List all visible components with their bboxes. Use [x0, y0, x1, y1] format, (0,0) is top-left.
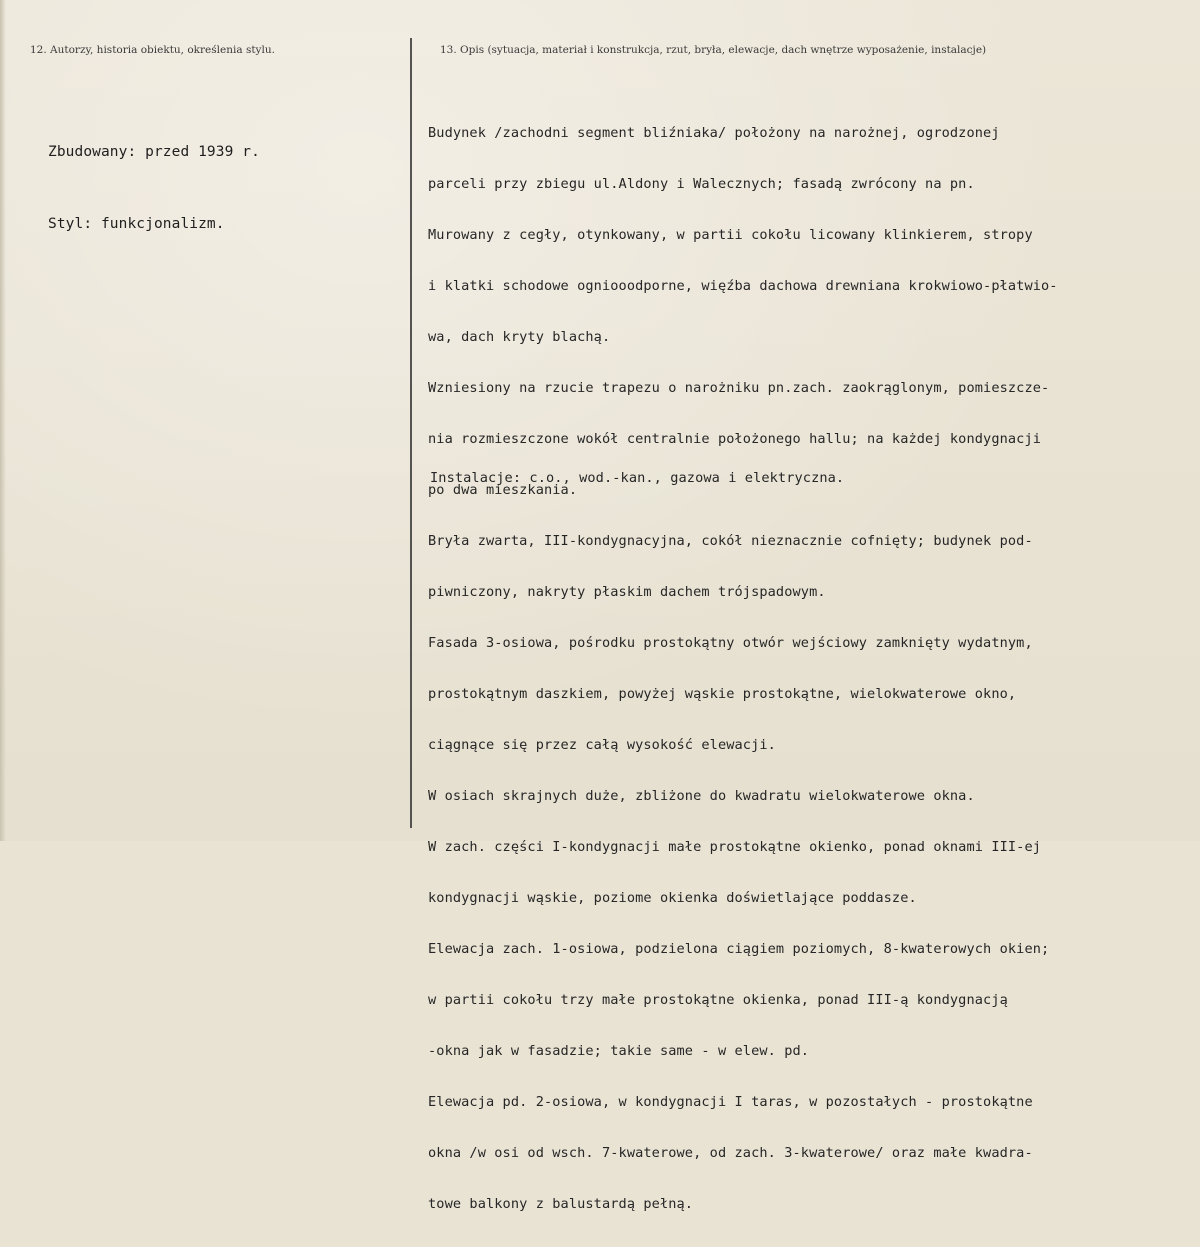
description-line: towe balkony z balustardą pełną. — [428, 1196, 694, 1212]
description-line: Elewacja pd. 2-osiowa, w kondygnacji I taras, w pozostałych - prostokątne — [428, 1094, 1033, 1110]
description-line: Budynek /zachodni segment bliźniaka/ położony na narożnej, ogrodzonej — [428, 125, 1000, 141]
authors-history-style-text — [48, 92, 260, 284]
description-line: kondygnacji wąskie, poziome okienka doświetlające poddasze. — [428, 890, 917, 906]
description-line: Murowany z cegły, otynkowany, w partii cokołu licowany klinkierem, stropy — [428, 227, 1033, 243]
description-line: Wzniesiony na rzucie trapezu o narożniku pn.zach. zaokrąglonym, pomieszcze- — [428, 380, 1050, 396]
section-12-heading: 12. Autorzy, historia obiektu, określenia stylu. — [30, 44, 275, 56]
description-line: parceli przy zbiegu ul.Aldony i Walecznych; fasadą zwrócony na pn. — [428, 176, 975, 192]
description-line: nia rozmieszczone wokół centralnie położonego hallu; na każdej kondygnacji — [428, 431, 1042, 447]
description-line: ciągnące się przez całą wysokość elewacji. — [428, 737, 776, 753]
description-line: -okna jak w fasadzie; takie same - w elew. pd. — [428, 1043, 810, 1059]
description-line: W zach. części I-kondygnacji małe prostokątne okienko, ponad oknami III-ej — [428, 839, 1042, 855]
description-line: Fasada 3-osiowa, pośrodku prostokątny otwór wejściowy zamknięty wydatnym, — [428, 635, 1033, 651]
description-line: po dwa mieszkania. — [428, 482, 578, 498]
description-line: prostokątnym daszkiem, powyżej wąskie prostokątne, wielokwaterowe okno, — [428, 686, 1017, 702]
description-line: i klatki schodowe ogniooodporne, więźba dachowa drewniana krokwiowo-płatwio- — [428, 278, 1058, 294]
style-line: Styl: funkcjonalizm. — [48, 216, 225, 232]
description-text — [428, 91, 1058, 1247]
description-line: Bryła zwarta, III-kondygnacyjna, cokół nieznacznie cofnięty; budynek pod- — [428, 533, 1033, 549]
description-line: piwniczony, nakryty płaskim dachem trójspadowym. — [428, 584, 826, 600]
description-line: Elewacja zach. 1-osiowa, podzielona ciągiem poziomych, 8-kwaterowych okien; — [428, 941, 1050, 957]
description-line: wa, dach kryty blachą. — [428, 329, 611, 345]
description-line: w partii cokołu trzy małe prostokątne okienka, ponad III-ą kondygnacją — [428, 992, 1008, 1008]
section-13-heading: 13. Opis (sytuacja, materiał i konstrukcja, rzut, bryła, elewacje, dach wnętrze wyposażenie, instalacje) — [440, 44, 987, 56]
description-line: W osiach skrajnych duże, zbliżone do kwadratu wielokwaterowe okna. — [428, 788, 975, 804]
installations-line: Instalacje: c.o., wod.-kan., gazowa i elektryczna. — [430, 470, 845, 486]
built-date-line: Zbudowany: przed 1939 r. — [48, 144, 260, 160]
paper-edge — [0, 0, 6, 841]
column-divider — [410, 38, 412, 828]
description-line: okna /w osi od wsch. 7-kwaterowe, od zach. 3-kwaterowe/ oraz małe kwadra- — [428, 1145, 1033, 1161]
